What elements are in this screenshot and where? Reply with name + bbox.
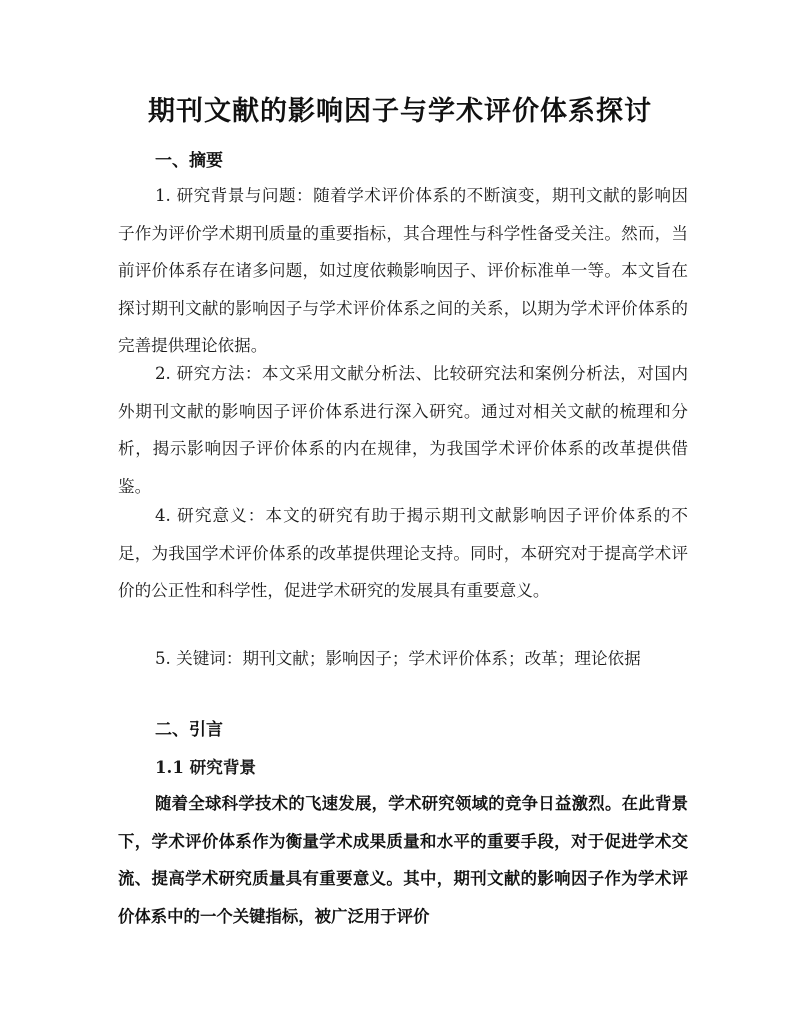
subsection-heading-background: 1.1 研究背景 <box>155 757 257 777</box>
section-heading-introduction: 二、引言 <box>155 720 223 740</box>
abstract-paragraph-keywords: 5. 关键词：期刊文献；影响因子；学术评价体系；改革；理论依据 <box>155 649 641 668</box>
introduction-paragraph: 随着全球科学技术的飞速发展，学术研究领域的竞争日益激烈。在此背景下，学术评价体系作为衡量学术成果质量和水平的重要手段，对于促进学术交流、提高学术研究质量具有重要意义。其中，期刊文献的影响因子作为学术评价体系中的一个关键指标，被广泛用于评价 <box>118 794 688 926</box>
abstract-paragraph-method: 2. 研究方法：本文采用文献分析法、比较研究法和案例分析法，对国内外期刊文献的影响因子评价体系进行深入研究。通过对相关文献的梳理和分析，揭示影响因子评价体系的内在规律，为我国学术评价体系的改革提供借鉴。 <box>118 364 688 496</box>
document-title: 期刊文献的影响因子与学术评价体系探讨 <box>148 96 652 127</box>
abstract-paragraph-significance: 4. 研究意义：本文的研究有助于揭示期刊文献影响因子评价体系的不足，为我国学术评价体系的改革提供理论支持。同时，本研究对于提高学术评价的公正性和科学性，促进学术研究的发展具有重要意义。 <box>118 506 688 601</box>
section-heading-abstract: 一、摘要 <box>155 151 223 171</box>
abstract-paragraph-background: 1. 研究背景与问题：随着学术评价体系的不断演变，期刊文献的影响因子作为评价学术期刊质量的重要指标，其合理性与科学性备受关注。然而，当前评价体系存在诸多问题，如过度依赖影响因子、评价标准单一等。本文旨在探讨期刊文献的影响因子与学术评价体系之间的关系，以期为学术评价体系的完善提供理论依据。 <box>118 186 688 356</box>
